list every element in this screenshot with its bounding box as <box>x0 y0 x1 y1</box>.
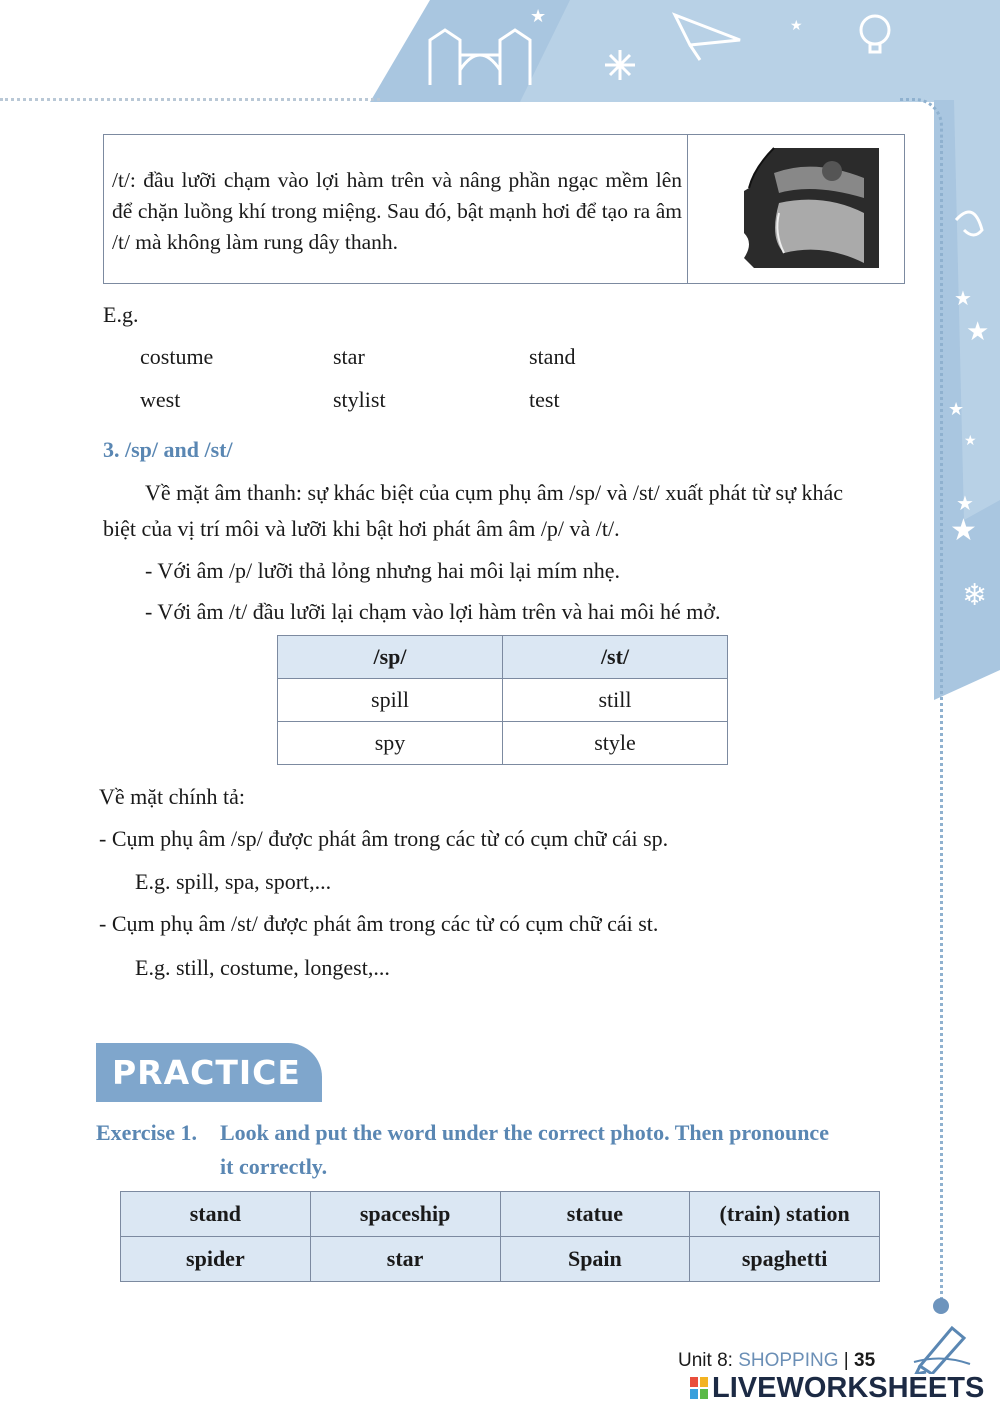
spelling-example: E.g. still, costume, longest,... <box>135 955 390 980</box>
svg-text:★: ★ <box>956 491 974 515</box>
example-word: star <box>333 344 365 369</box>
brand-name: LIVEWORKSHEETS <box>712 1372 985 1404</box>
example-word: costume <box>140 344 214 369</box>
footer-separator: | <box>843 1350 849 1371</box>
footer-unit-label: Unit 8: <box>678 1350 733 1371</box>
section-paragraph-line: Về mặt âm thanh: sự khác biệt của cụm phụ âm /sp/ và /st/ xuất phát từ sự khác <box>145 480 844 505</box>
page-number: 35 <box>854 1350 876 1371</box>
example-word: test <box>529 387 560 412</box>
table-cell: spy <box>278 722 503 765</box>
table-row <box>121 1237 880 1282</box>
exercise-instruction: it correctly. <box>220 1154 328 1179</box>
pencil-icon <box>912 1318 974 1374</box>
table-cell: style <box>503 722 728 765</box>
side-dotted-line <box>940 140 943 1300</box>
word-cell: Spain <box>500 1237 690 1282</box>
word-cell: (train) station <box>690 1192 880 1237</box>
word-bank-table <box>120 1191 880 1282</box>
brand-logo-icon <box>690 1377 708 1399</box>
table-row <box>121 1192 880 1237</box>
practice-tab <box>96 1043 322 1102</box>
svg-text:★: ★ <box>530 6 547 27</box>
word-cell: star <box>310 1237 500 1282</box>
svg-text:★: ★ <box>964 433 977 449</box>
top-dotted-line <box>0 98 380 101</box>
side-decorative-banner <box>934 100 1000 700</box>
spelling-title: Về mặt chính tả: <box>99 784 246 809</box>
section-heading: 3. /sp/ and /st/ <box>103 437 233 462</box>
table-row <box>278 679 728 722</box>
exercise-label: Exercise 1. <box>96 1120 198 1145</box>
table-header: /sp/ <box>278 636 503 679</box>
svg-text:★: ★ <box>966 317 990 347</box>
word-cell: statue <box>500 1192 690 1237</box>
example-word: stand <box>529 344 576 369</box>
table-header: /st/ <box>503 636 728 679</box>
bullet-p: - Với âm /p/ lưỡi thả lỏng nhưng hai môi lại mím nhẹ. <box>145 558 621 583</box>
svg-text:❄: ❄ <box>962 578 988 613</box>
table-row <box>278 722 728 765</box>
top-decorative-banner <box>370 0 1000 102</box>
footer-unit <box>678 1350 875 1372</box>
practice-tab-label: PRACTICE <box>112 1053 301 1092</box>
example-word: stylist <box>333 387 386 412</box>
word-cell: spaceship <box>310 1192 500 1237</box>
brand-logo[interactable] <box>690 1372 984 1405</box>
sp-st-table <box>277 635 728 765</box>
svg-text:★: ★ <box>954 286 972 310</box>
pronunciation-info-box <box>103 134 905 284</box>
dotted-line-end-dot <box>933 1298 949 1314</box>
exercise-instruction: Look and put the word under the correct photo. Then pronounce <box>220 1120 829 1145</box>
mouth-diagram-icon <box>714 143 884 275</box>
svg-text:★: ★ <box>948 399 965 420</box>
table-cell: still <box>503 679 728 722</box>
bullet-t: - Với âm /t/ đầu lưỡi lại chạm vào lợi hàm trên và hai môi hé mở. <box>145 599 721 624</box>
svg-text:★: ★ <box>950 513 977 548</box>
footer-topic: SHOPPING <box>738 1350 839 1371</box>
table-cell: spill <box>278 679 503 722</box>
info-box-divider <box>687 135 688 283</box>
word-cell: spaghetti <box>690 1237 880 1282</box>
example-label: E.g. <box>103 302 139 327</box>
word-cell: stand <box>121 1192 311 1237</box>
info-text: /t/: đầu lưỡi chạm vào lợi hàm trên và nâng phần ngạc mềm lên để chặn luồng khí trong miệng. Sau đó, bật mạnh hơi để tạo ra âm /t/ mà không làm rung dây thanh. <box>112 168 682 254</box>
svg-text:★: ★ <box>790 18 803 34</box>
spelling-line: - Cụm phụ âm /sp/ được phát âm trong các từ có cụm chữ cái sp. <box>99 826 669 851</box>
section-paragraph-line: biệt của vị trí môi và lưỡi khi bật hơi phát âm âm /p/ và /t/. <box>103 516 620 541</box>
example-word: west <box>140 387 181 412</box>
spelling-line: - Cụm phụ âm /st/ được phát âm trong các từ có cụm chữ cái st. <box>99 911 659 936</box>
spelling-example: E.g. spill, spa, sport,... <box>135 869 332 894</box>
word-cell: spider <box>121 1237 311 1282</box>
